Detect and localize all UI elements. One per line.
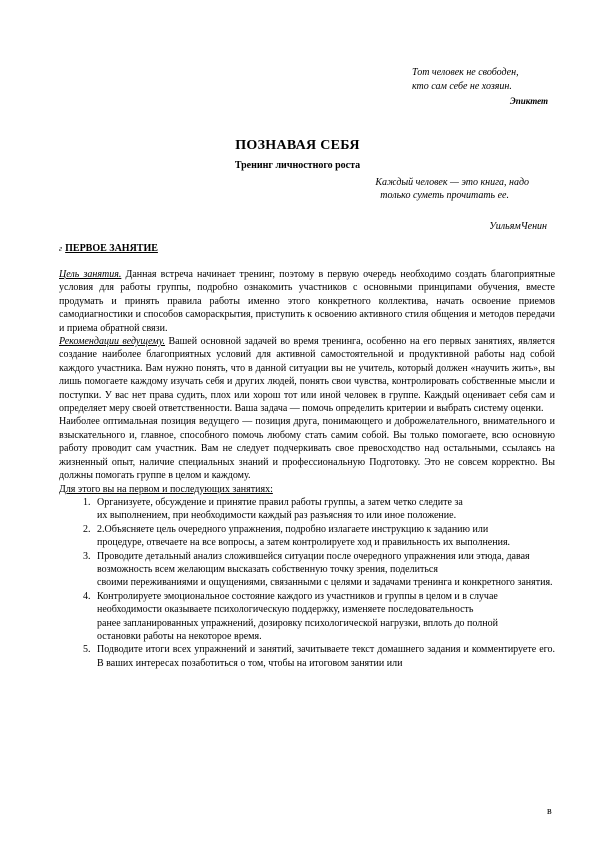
page-subtitle: Тренинг личностного роста (234, 160, 361, 171)
list-item: 2. 2.Объясняете цель очередного упражнения, подробно излагаете инструкцию к заданию или процедуре, отвечаете на все вопросы, а затем контролируете ход и правильность их выполнения. (93, 523, 555, 550)
epigraph-second (317, 176, 547, 233)
epigraph-line: кто сам себе не хозяин. (412, 81, 512, 92)
goal-text: Данная встреча начинает тренинг, поэтому в первую очередь необходимо создать благоприятные условия для работы группы, подробно ознакомить участников с основными принципами обучения, вместе продумать и принять правила работы именно этого конкретного коллектива, начать освоение приемов самодиагностики и способов самораскрытия, приступить к освоению активного стиля общения и методов передачи и приема обратной связи. (59, 269, 556, 334)
list-item: 3. Проводите детальный анализ сложившейся ситуации после очередного упражнения или этюда, давая возможность всем желающим высказать собственную точку зрения, поделиться своими переживаниями и ощущениями, связанными с целями и задачами тренинга и конкретного занятия. (93, 550, 555, 590)
recommend-paragraph (59, 335, 555, 415)
line-end-fragment: в (547, 806, 552, 817)
epigraph-top (412, 66, 582, 108)
duties-list (59, 496, 555, 670)
epigraph-author: Эпиктет (509, 96, 548, 106)
leader-position-paragraph: Наиболее оптимальная позиция ведущего — позиция друга, понимающего и доброжелательного, внимательного и взыскательного и, главное, способного помочь любому стать самим собой. Вы только помогаете, всю основную работу проводит сам участник. Вам не следует подчеркивать свое превосходство над остальными, ссылаясь на жизненный опыт, наличие специальных знаний и профессиональную Подготовку. Это не совсем корректно. Вы должны помогать группе в целом и каждому. (59, 416, 555, 482)
page-title: ПОЗНАВАЯ СЕБЯ (235, 138, 360, 153)
list-intro: Для этого вы на первом и последующих занятиях: (59, 483, 273, 495)
epigraph-line: Тот человек не свободен, (412, 67, 519, 78)
goal-label: Цель занятия. (59, 269, 122, 280)
epigraph-line: только суметь прочитать ее. (380, 190, 509, 201)
list-item: 1. Организуете, обсуждение и принятие правил работы группы, а затем четко следите за их выполнением, при необходимости каждый раз разъясняя то или иное положение. (93, 496, 555, 523)
section-title: ПЕРВОЕ ЗАНЯТИЕ (65, 243, 158, 254)
recommend-label: Рекомендации ведущему. (59, 336, 166, 348)
section-heading (59, 243, 158, 254)
recommend-text: Вашей основной задачей во время тренинга, особенно на его первых занятиях, является создание наиболее благоприятных условий для активной самостоятельной и продуктивной работы над собой каждого участника. Вам нужно понять, что в данной ситуации вы не учитель, который должен «научить жить», вы лишь помогаете каждому изучать себя и других людей, понять свои чувства, контролировать собственные мысли и поступки. У вас нет права судить, плох или хорош тот или иной человек в группе. Каждый оценивает себя сам и определяет меру своей ответственности. Ваша задача — помочь определить критерии и выбрать систему оценки. (59, 336, 556, 415)
epigraph-line: Каждый человек — это книга, надо (375, 177, 529, 188)
document-body (59, 268, 555, 670)
epigraph-author: УильямЧенин (489, 221, 547, 232)
goal-paragraph (59, 268, 555, 335)
section-mark: г (59, 244, 63, 253)
list-item: 5. Подводите итоги всех упражнений и занятий, зачитываете текст домашнего задания и комментируете его. В ваших интересах позаботиться о том, чтобы на итоговом занятии или (93, 643, 555, 670)
list-item: 4. Контролируете эмоциональное состояние каждого из участников и группы в целом и в случае необходимости оказываете психологическую поддержку, изменяете последовательность ранее запланированных упражнений, дозировку психологической нагрузки, вплоть до полной остановки работы на некоторое время. (93, 590, 555, 644)
